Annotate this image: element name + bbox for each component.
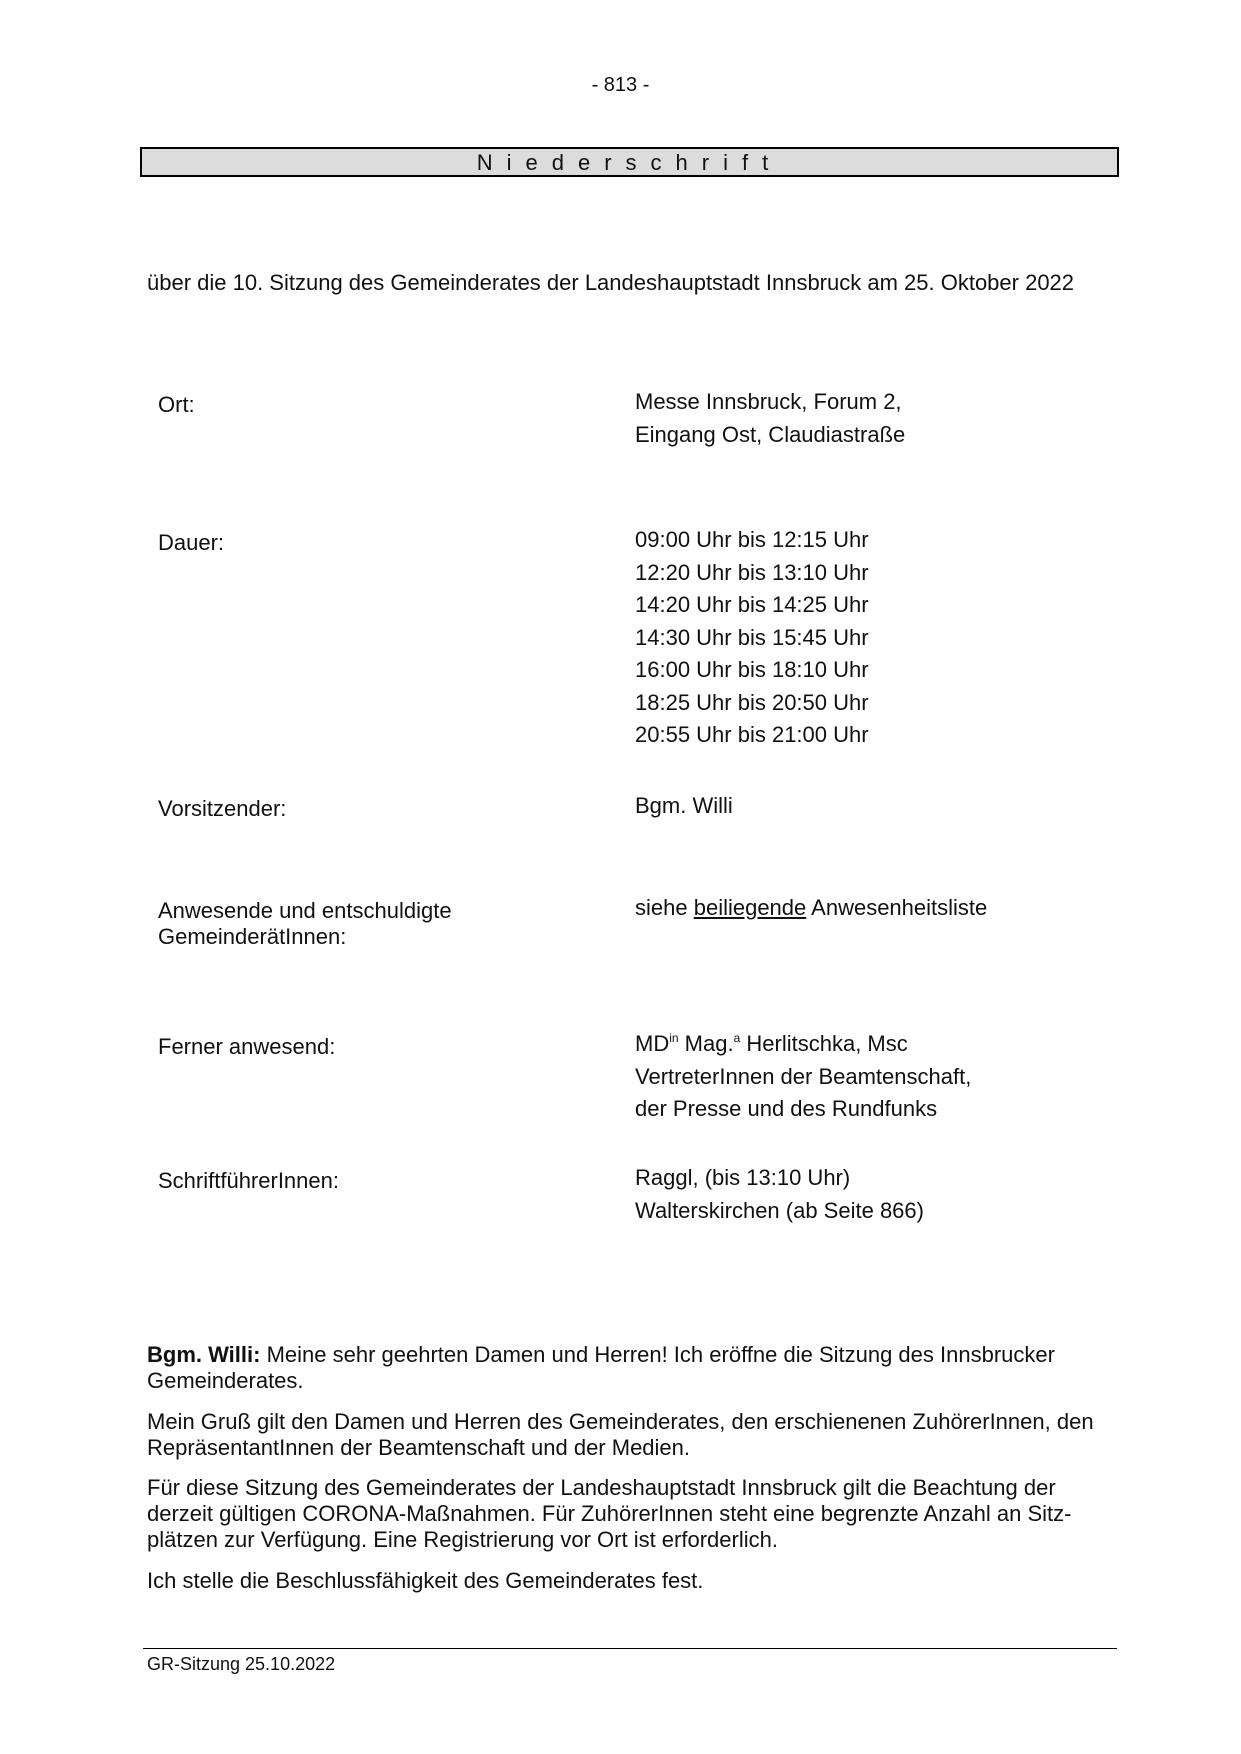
- footer-divider: [143, 1648, 1117, 1649]
- dauer-line: 18:25 Uhr bis 20:50 Uhr: [635, 689, 869, 715]
- footer-text: GR-Sitzung 25.10.2022: [147, 1654, 336, 1674]
- ferner-mag: Mag.: [678, 1031, 734, 1056]
- anwesende-label-line: Anwesende und entschuldigte: [158, 898, 452, 923]
- ferner-mag-sup: a: [733, 1031, 741, 1045]
- speaker-name: Bgm. Willi:: [147, 1342, 261, 1367]
- speech-paragraph-1: [147, 1342, 1107, 1394]
- anwesende-pre: siehe: [635, 895, 694, 920]
- label-vorsitzender: Vorsitzender:: [158, 796, 287, 821]
- schriftfuehrer-line: Walterskirchen (ab Seite 866): [635, 1197, 924, 1223]
- label-anwesende: [158, 898, 452, 950]
- speech-paragraph-2: Mein Gruß gilt den Damen und Herren des Gemeinderates, den erschienenen ZuhörerInnen, den RepräsentantInnen der Beamtenschaft und der Medien.: [147, 1409, 1094, 1460]
- dauer-line: 14:30 Uhr bis 15:45 Uhr: [635, 624, 869, 650]
- dauer-line: 20:55 Uhr bis 21:00 Uhr: [635, 722, 869, 747]
- ferner-md-sup: in: [669, 1031, 679, 1045]
- value-anwesende: [635, 892, 987, 925]
- page-number: - 813 -: [591, 74, 650, 96]
- ort-line: Eingang Ost, Claudiastraße: [635, 421, 906, 447]
- dauer-line: 14:20 Uhr bis 14:25 Uhr: [635, 592, 869, 617]
- dauer-line: 12:20 Uhr bis 13:10 Uhr: [635, 559, 869, 585]
- value-schriftfuehrer: [635, 1162, 924, 1227]
- ferner-line: [635, 1028, 971, 1061]
- ferner-line: VertreterInnen der Beamtenschaft,: [635, 1063, 972, 1089]
- speech-line: Für diese Sitzung des Gemeinderates der Landeshauptstadt Innsbruck gilt die Beachtung der: [147, 1475, 1056, 1500]
- anwesende-underlined: beiliegende: [693, 895, 807, 920]
- value-ferner: [635, 1028, 971, 1126]
- label-ferner: Ferner anwesend:: [158, 1034, 336, 1059]
- intro-line: über die 10. Sitzung des Gemeinderates der Landeshauptstadt Innsbruck am 25. Oktober 2022: [147, 270, 1075, 295]
- schriftfuehrer-line: Raggl, (bis 13:10 Uhr): [635, 1165, 851, 1190]
- value-vorsitzender: Bgm. Willi: [635, 793, 733, 818]
- document-title: Niederschrift: [140, 147, 1119, 177]
- ort-line: Messe Innsbruck, Forum 2,: [635, 389, 902, 414]
- speech-paragraph-3: [147, 1475, 1107, 1553]
- speech-line: derzeit gültigen CORONA-Maßnahmen. Für ZuhörerInnen steht eine begrenzte Anzahl an Sitz-: [147, 1501, 1072, 1526]
- label-schriftfuehrer: SchriftführerInnen:: [158, 1168, 339, 1193]
- value-dauer: [635, 524, 869, 752]
- anwesende-label-line: GemeinderätInnen:: [158, 924, 347, 949]
- ferner-md: MD: [635, 1031, 670, 1056]
- ferner-name: Herlitschka, Msc: [740, 1031, 908, 1056]
- speech-text: Meine sehr geehrten Damen und Herren! Ich eröffne die Sitzung des Innsbrucker Gemeinderates.: [147, 1342, 1055, 1393]
- anwesende-post: Anwesenheitsliste: [806, 895, 988, 920]
- label-ort: Ort:: [158, 392, 195, 417]
- ferner-line: der Presse und des Rundfunks: [635, 1096, 938, 1121]
- speech-paragraph-4: Ich stelle die Beschlussfähigkeit des Gemeinderates fest.: [147, 1568, 704, 1593]
- dauer-line: 16:00 Uhr bis 18:10 Uhr: [635, 657, 869, 682]
- speech-line: plätzen zur Verfügung. Eine Registrierung vor Ort ist erforderlich.: [147, 1527, 778, 1552]
- dauer-line: 09:00 Uhr bis 12:15 Uhr: [635, 527, 869, 552]
- label-dauer: Dauer:: [158, 530, 225, 555]
- value-ort: [635, 386, 905, 451]
